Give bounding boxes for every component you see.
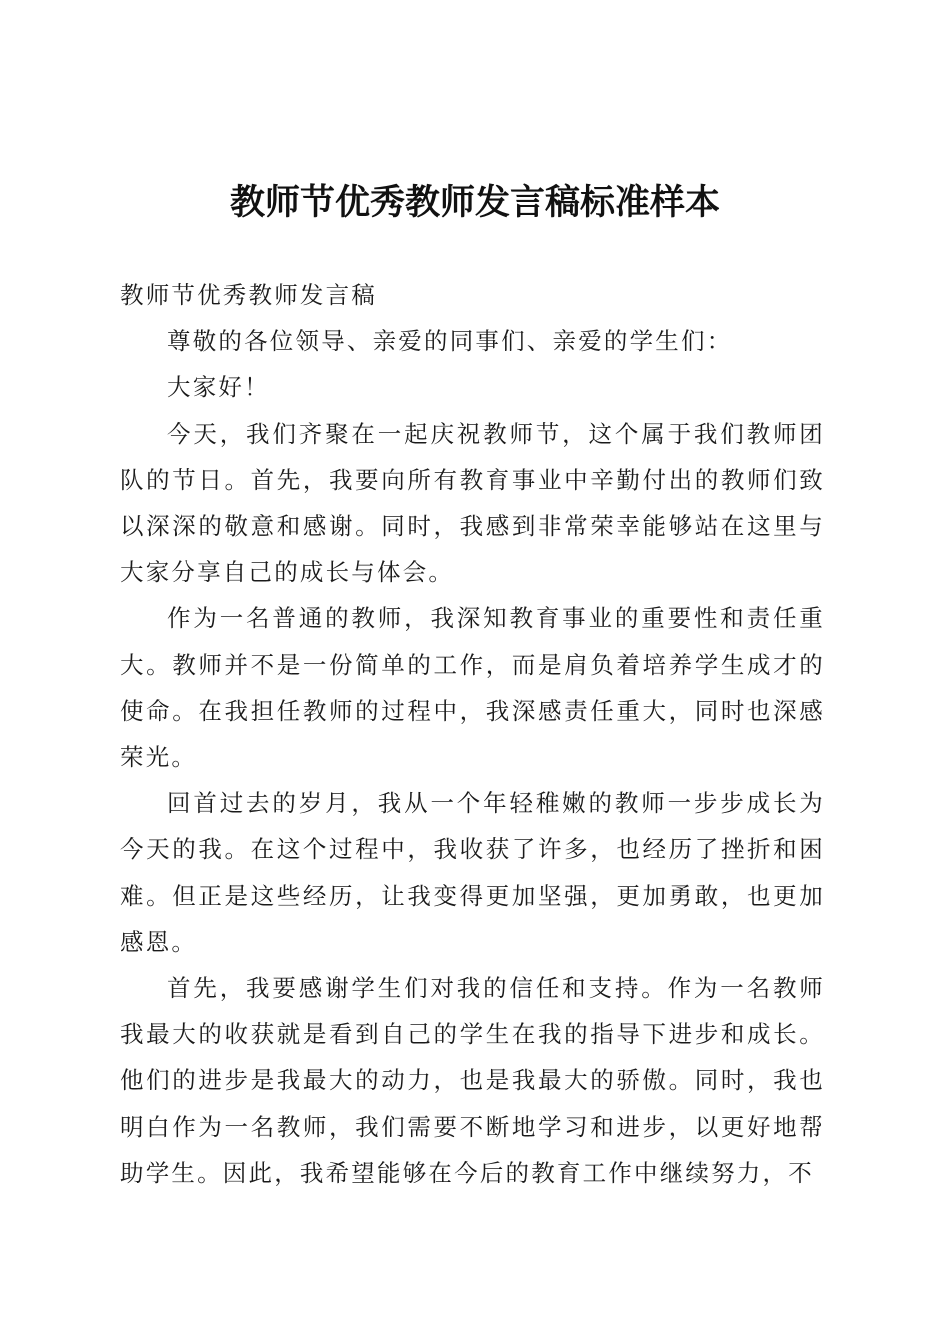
paragraph-4: 首先，我要感谢学生们对我的信任和支持。作为一名教师我最大的收获就是看到自己的学生在我的指导下进步和成长。他们的进步是我最大的动力，也是我最大的骄傲。同时，我也明白作为一名教师，我们需要不断地学习和进步，以更好地帮助学生。因此，我希望能够在今后的教育工作中继续努力，不 [120, 974, 825, 1187]
paragraph-hello: 大家好！ [167, 373, 270, 402]
document-title: 教师节优秀教师发言稿标准样本 [229, 182, 720, 223]
document-body [120, 272, 825, 1196]
paragraph-1: 今天，我们齐聚在一起庆祝教师节，这个属于我们教师团队的节日。首先，我要向所有教育事业中辛勤付出的教师们致以深深的敬意和感谢。同时，我感到非常荣幸能够站在这里与大家分享自己的成长与体会。 [120, 419, 825, 587]
paragraph-greeting: 尊敬的各位领导、亲爱的同事们、亲爱的学生们： [167, 327, 733, 356]
paragraph-3: 回首过去的岁月，我从一个年轻稚嫩的教师一步步成长为今天的我。在这个过程中，我收获了许多，也经历了挫折和困难。但正是这些经历，让我变得更加坚强，更加勇敢，也更加感恩。 [120, 789, 825, 956]
document-subtitle: 教师节优秀教师发言稿 [120, 281, 377, 309]
paragraph-2: 作为一名普通的教师，我深知教育事业的重要性和责任重大。教师并不是一份简单的工作，而是肩负着培养学生成才的使命。在我担任教师的过程中，我深感责任重大，同时也深感荣光。 [120, 604, 825, 772]
